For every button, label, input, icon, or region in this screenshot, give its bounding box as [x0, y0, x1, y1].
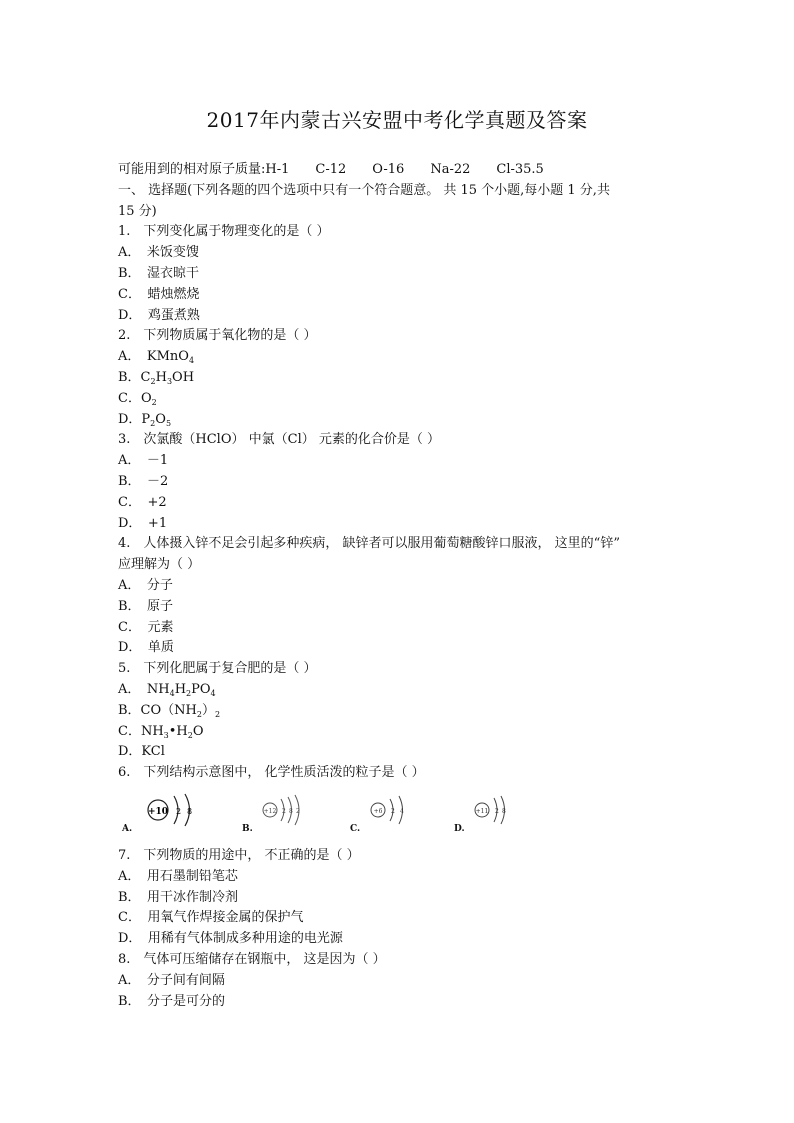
q2-option-c — [118, 389, 678, 410]
section-header: 一、 选择题(下列各题的四个选项中只有一个符合题意。 共 15 个小题,每小题 1 分,共 — [118, 182, 610, 198]
option-label: C. — [350, 824, 361, 834]
atom-diagram-b — [236, 790, 336, 838]
q1-option-b: B． 湿衣晾干 — [118, 265, 200, 281]
formula-text: C．NH — [118, 723, 164, 739]
subscript: 4 — [210, 688, 216, 698]
atom-diagram-a — [118, 790, 218, 838]
q3-option-c: C． +2 — [118, 494, 167, 510]
q4-option-b: B． 原子 — [118, 598, 174, 614]
question-block-2 — [118, 846, 678, 1012]
q1-option-a: A． 米饭变馊 — [118, 245, 199, 261]
nucleus-charge: +12 — [263, 808, 277, 815]
q3-option-d: D． +1 — [118, 515, 168, 531]
formula-text: H — [155, 369, 167, 385]
section-header-cont: 15 分) — [118, 203, 157, 219]
formula-text: O — [192, 723, 204, 739]
q4-option-c: C． 元素 — [118, 619, 174, 635]
option-label: B. — [242, 824, 253, 834]
shell-electrons: 2 — [391, 808, 395, 815]
subscript: 2 — [187, 730, 193, 740]
formula-text: C．O — [118, 390, 152, 406]
formula-text: H — [174, 681, 187, 697]
q2-option-a — [118, 347, 678, 368]
subscript: 2 — [150, 376, 156, 386]
page-title: 2017年内蒙古兴安盟中考化学真题及答案 — [206, 108, 588, 132]
subscript: 3 — [166, 376, 173, 386]
formula-text: ） — [201, 702, 215, 718]
q2-option-b — [118, 368, 678, 389]
formula-text: PO — [191, 681, 211, 697]
q3-option-a: A． －1 — [118, 453, 169, 469]
q3-stem: 3. 次氯酸（HClO） 中氯（Cl） 元素的化合价是（ ） — [118, 432, 441, 448]
nucleus-charge: +11 — [475, 808, 489, 815]
question-block-1 — [118, 160, 678, 784]
option-label: D. — [454, 824, 465, 834]
q5-option-b — [118, 701, 678, 722]
q1-option-c: C． 蜡烛燃烧 — [118, 286, 200, 302]
q8-stem: 8. 气体可压缩储存在钢瓶中， 这是因为（ ） — [118, 951, 386, 967]
shell-electrons: 8 — [289, 808, 293, 815]
formula-text: B．C — [118, 369, 151, 385]
q8-option-b: B． 分子是可分的 — [118, 993, 226, 1009]
q7-option-c: C． 用氧气作焊接金属的保护气 — [118, 910, 304, 926]
subscript: 4 — [188, 356, 195, 366]
q2-option-d — [118, 410, 678, 431]
q7-option-b: B． 用干冰作制冷剂 — [118, 889, 239, 905]
q3-option-b: B． －2 — [118, 473, 169, 489]
formula-text: D．P — [118, 411, 151, 427]
subscript: 4 — [169, 688, 175, 698]
formula-text: •H — [168, 723, 188, 739]
q4-option-a: A． 分子 — [118, 577, 173, 593]
shell-electrons: 2 — [176, 807, 182, 816]
formula-text: A． KMnO — [118, 349, 189, 365]
q4-option-d: D． 单质 — [118, 640, 174, 656]
nucleus-charge: +6 — [373, 808, 383, 815]
q4-stem-cont: 应理解为（ ） — [118, 557, 201, 573]
formula-text: B．CO（NH — [118, 702, 197, 718]
formula-text: OH — [172, 369, 195, 385]
subscript: 2 — [196, 709, 202, 719]
formula-text: O — [155, 411, 166, 427]
subscript: 2 — [214, 709, 221, 719]
subscript: 3 — [163, 730, 169, 740]
option-label: A. — [122, 824, 133, 834]
shell-electrons: 8 — [502, 808, 506, 815]
atom-diagram-d — [448, 790, 548, 838]
subscript: 2 — [186, 688, 192, 698]
q8-option-a: A． 分子间有间隔 — [118, 972, 225, 988]
q7-option-a: A． 用石墨制铅笔芯 — [118, 868, 238, 884]
shell-electrons: 2 — [282, 808, 286, 815]
q6-stem: 6. 下列结构示意图中， 化学性质活泼的粒子是（ ） — [118, 765, 425, 781]
shell-electrons: 2 — [296, 808, 300, 815]
q7-stem: 7. 下列物质的用途中， 不正确的是（ ） — [118, 848, 360, 863]
shell-electrons: 2 — [495, 808, 499, 815]
subscript: 2 — [150, 418, 156, 428]
q2-stem: 2. 下列物质属于氧化物的是（ ） — [118, 328, 317, 344]
formula-text: A． NH — [118, 681, 170, 697]
atomic-mass-line: 可能用到的相对原子质量:H-1 C-12 O-16 Na-22 Cl-35.5 — [118, 162, 544, 177]
q6-diagrams — [118, 790, 538, 838]
q1-stem: 1. 下列变化属于物理变化的是（ ） — [118, 224, 330, 240]
q7-option-d: D． 用稀有气体制成多种用途的电光源 — [118, 931, 343, 947]
q5-option-a — [118, 680, 678, 701]
q5-stem: 5. 下列化肥属于复合肥的是（ ） — [118, 661, 317, 677]
q4-stem: 4. 人体摄入锌不足会引起多种疾病， 缺锌者可以服用葡萄糖酸锌口服液， 这里的“锌” — [118, 536, 620, 552]
shell-electrons: 8 — [187, 807, 193, 816]
subscript: 5 — [165, 418, 172, 428]
nucleus-charge: +10 — [147, 807, 169, 817]
q5-option-c — [118, 722, 678, 743]
shell-electrons: 4 — [400, 808, 404, 815]
q1-option-d: D． 鸡蛋煮熟 — [118, 307, 200, 323]
q5-option-d: D．KCl — [118, 744, 165, 760]
subscript: 2 — [151, 397, 157, 407]
atom-diagram-c — [344, 790, 444, 838]
